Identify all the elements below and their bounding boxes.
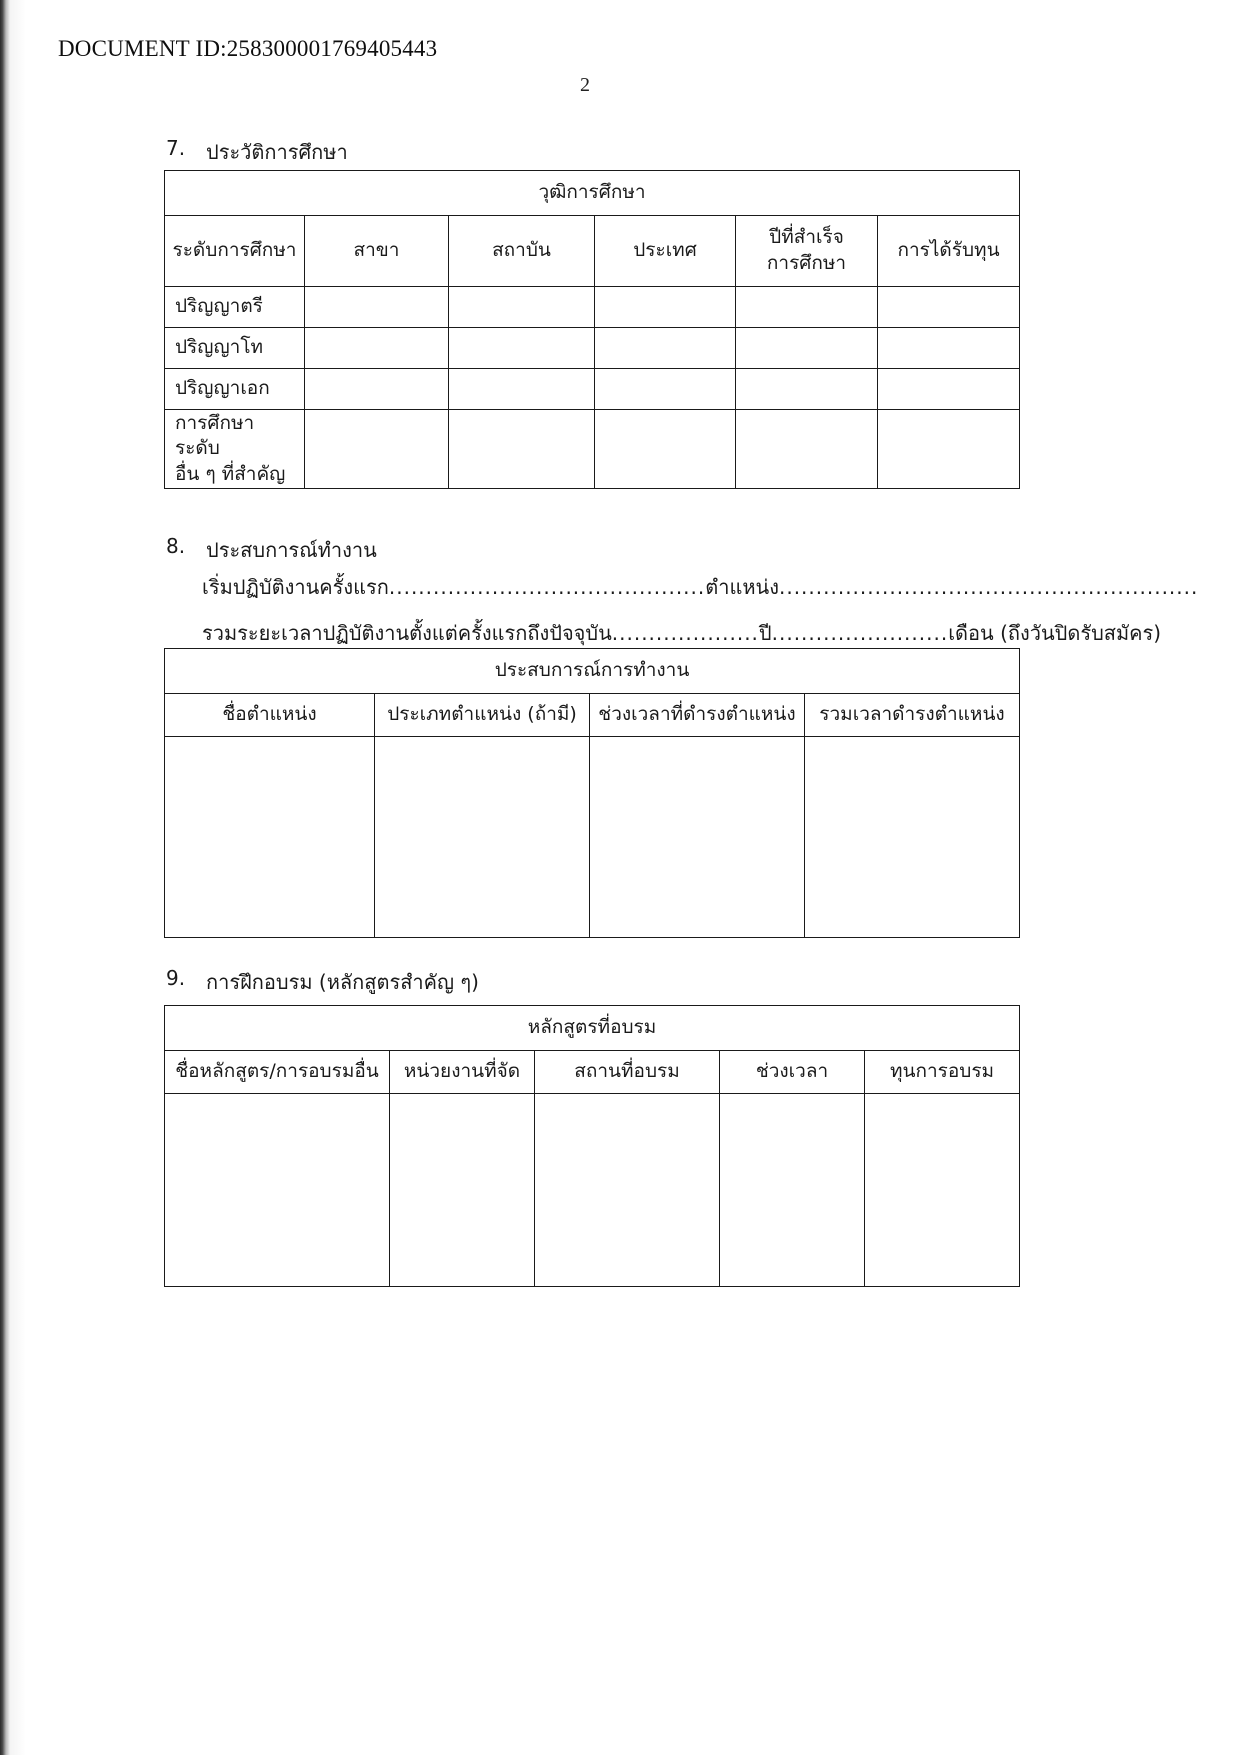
page-number: 2	[580, 74, 590, 96]
education-cell-empty[interactable]	[736, 328, 878, 369]
work-col-total-time: รวมเวลาดำรงตำแหน่ง	[805, 694, 1020, 737]
education-table-header-row	[165, 216, 1020, 287]
education-row-label-other-line2: อื่น ๆ ที่สำคัญ	[175, 462, 286, 485]
education-cell-empty[interactable]	[449, 369, 595, 410]
training-col-funding: ทุนการอบรม	[865, 1051, 1020, 1094]
education-cell-empty[interactable]	[595, 287, 736, 328]
education-col-graduation-year	[736, 216, 878, 287]
education-cell-empty[interactable]	[878, 410, 1020, 489]
section-7-title: ประวัติการศึกษา	[206, 140, 348, 164]
training-table	[164, 1005, 1020, 1287]
training-col-course-name: ชื่อหลักสูตร/การอบรมอื่น	[165, 1051, 390, 1094]
total-duration-line	[202, 617, 1161, 649]
months-unit-label: เดือน (ถึงวันปิดรับสมัคร)	[948, 621, 1162, 645]
training-header-row	[165, 1051, 1020, 1094]
table-row	[165, 410, 1020, 489]
education-cell-empty[interactable]	[878, 287, 1020, 328]
work-col-position-type: ประเภทตำแหน่ง (ถ้ามี)	[375, 694, 590, 737]
table-row	[165, 737, 1020, 938]
training-cell-empty[interactable]	[165, 1094, 390, 1287]
education-col-graduation-year-line1: ปีที่สำเร็จ	[769, 226, 844, 249]
table-row	[165, 287, 1020, 328]
education-cell-empty[interactable]	[305, 287, 449, 328]
education-col-level: ระดับการศึกษา	[165, 216, 305, 287]
work-col-period: ช่วงเวลาที่ดำรงตำแหน่ง	[590, 694, 805, 737]
education-row-label-other-line1: การศึกษาระดับ	[175, 411, 255, 460]
table-row	[165, 369, 1020, 410]
education-table-caption: วุฒิการศึกษา	[165, 171, 1020, 216]
training-col-organizer: หน่วยงานที่จัด	[390, 1051, 535, 1094]
total-duration-years-dots[interactable]: ....................	[611, 621, 759, 645]
education-col-scholarship: การได้รับทุน	[878, 216, 1020, 287]
training-caption-row	[165, 1006, 1020, 1051]
work-experience-table	[164, 648, 1020, 938]
first-position-label: ตำแหน่ง	[705, 575, 779, 599]
section-8-number: 8.	[166, 534, 186, 558]
education-row-label-doctorate: ปริญญาเอก	[165, 369, 305, 410]
education-cell-empty[interactable]	[595, 328, 736, 369]
total-duration-months-dots[interactable]: ........................	[771, 621, 949, 645]
table-row	[165, 328, 1020, 369]
table-row	[165, 1094, 1020, 1287]
work-cell-empty[interactable]	[165, 737, 375, 938]
training-col-period: ช่วงเวลา	[720, 1051, 865, 1094]
education-cell-empty[interactable]	[736, 287, 878, 328]
education-cell-empty[interactable]	[878, 328, 1020, 369]
work-cell-empty[interactable]	[805, 737, 1020, 938]
section-8-title: ประสบการณ์ทำงาน	[206, 538, 377, 562]
education-cell-empty[interactable]	[595, 369, 736, 410]
section-9-title: การฝึกอบรม (หลักสูตรสำคัญ ๆ)	[206, 970, 479, 994]
work-col-position-name: ชื่อตำแหน่ง	[165, 694, 375, 737]
work-experience-caption-row	[165, 649, 1020, 694]
training-col-location: สถานที่อบรม	[535, 1051, 720, 1094]
first-position-dots[interactable]: .........................................................	[778, 575, 1199, 599]
section-7-number: 7.	[166, 136, 186, 160]
first-work-label: เริ่มปฏิบัติงานครั้งแรก	[202, 575, 389, 599]
work-cell-empty[interactable]	[375, 737, 590, 938]
training-cell-empty[interactable]	[720, 1094, 865, 1287]
education-col-field: สาขา	[305, 216, 449, 287]
training-cell-empty[interactable]	[535, 1094, 720, 1287]
work-experience-header-row	[165, 694, 1020, 737]
education-cell-empty[interactable]	[305, 328, 449, 369]
education-cell-empty[interactable]	[449, 410, 595, 489]
education-cell-empty[interactable]	[449, 328, 595, 369]
education-cell-empty[interactable]	[878, 369, 1020, 410]
education-cell-empty[interactable]	[736, 369, 878, 410]
section-9-number: 9.	[166, 966, 186, 990]
work-experience-caption: ประสบการณ์การทำงาน	[165, 649, 1020, 694]
total-duration-label: รวมระยะเวลาปฏิบัติงานตั้งแต่ครั้งแรกถึงปัจจุบัน	[202, 621, 612, 645]
education-col-graduation-year-line2: การศึกษา	[766, 252, 847, 274]
education-cell-empty[interactable]	[305, 369, 449, 410]
education-cell-empty[interactable]	[736, 410, 878, 489]
education-cell-empty[interactable]	[449, 287, 595, 328]
education-row-label-other	[165, 410, 305, 489]
education-row-label-master: ปริญญาโท	[165, 328, 305, 369]
education-cell-empty[interactable]	[305, 410, 449, 489]
years-unit-label: ปี	[758, 621, 772, 645]
training-cell-empty[interactable]	[865, 1094, 1020, 1287]
education-cell-empty[interactable]	[595, 410, 736, 489]
document-id: DOCUMENT ID:258300001769405443	[58, 36, 438, 61]
work-cell-empty[interactable]	[590, 737, 805, 938]
first-work-dots[interactable]: ...........................................	[388, 575, 706, 599]
education-col-institution: สถาบัน	[449, 216, 595, 287]
education-col-country: ประเทศ	[595, 216, 736, 287]
education-table-caption-row	[165, 171, 1020, 216]
education-table	[164, 170, 1020, 489]
training-caption: หลักสูตรที่อบรม	[165, 1006, 1020, 1051]
education-row-label-bachelor: ปริญญาตรี	[165, 287, 305, 328]
first-work-line	[202, 571, 1198, 603]
training-cell-empty[interactable]	[390, 1094, 535, 1287]
